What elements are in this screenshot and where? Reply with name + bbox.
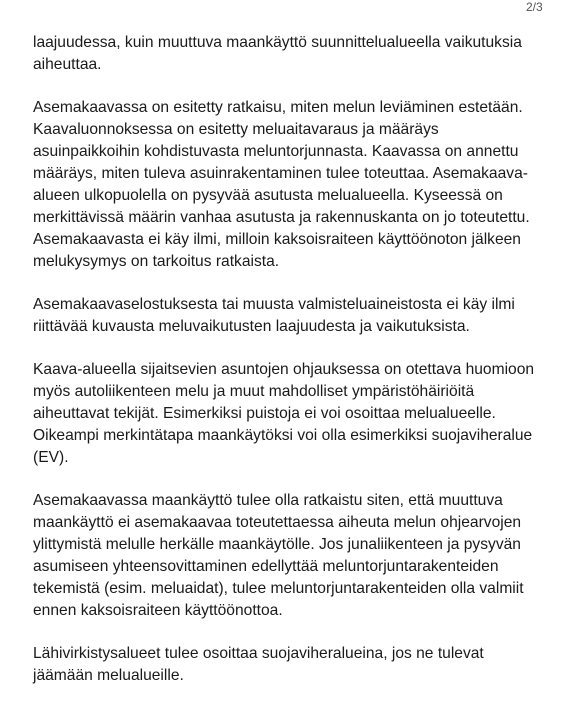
text-line: merkittävissä määrin vanhaa asutusta ja rakennuskanta on jo toteutettu.	[33, 209, 530, 226]
paragraph-scope-continuation	[33, 32, 578, 76]
page-number: 2/3	[526, 0, 543, 14]
text-line: myös autoliikenteen melu ja muut mahdolliset ympäristöhäiriöitä	[33, 383, 475, 400]
text-line: Kaava-alueella sijaitsevien asuntojen ohjauksessa on otettava huomioon	[33, 361, 535, 378]
text-line: Oikeampi merkintätapa maankäytöksi voi olla esimerkiksi suojaviheralue	[33, 427, 533, 444]
text-line: riittävää kuvausta meluvaikutusten laajuudesta ja vaikutuksista.	[33, 318, 470, 335]
text-line: Kaavaluonnoksessa on esitetty meluaitavaraus ja määräys	[33, 121, 439, 138]
text-line: maankäyttö ei asemakaavaa toteutettaessa aiheuta melun ohjearvojen	[33, 514, 522, 531]
document-body	[33, 32, 578, 708]
text-line: ennen kaksoisraiteen käyttöönottoa.	[33, 602, 283, 619]
paragraph-traffic-noise	[33, 359, 578, 469]
text-line: laajuudessa, kuin muuttuva maankäyttö suunnittelualueella vaikutuksia	[33, 34, 522, 51]
text-line: aiheuttaa.	[33, 56, 102, 73]
text-line: määräys, miten tuleva asuinrakentaminen tulee toteuttaa. Asemakaava-	[33, 165, 528, 182]
text-line: Asemakaavasta ei käy ilmi, milloin kaksoisraiteen käyttöönoton jälkeen	[33, 231, 521, 248]
text-line: alueen ulkopuolella on pysyvää asutusta melualueella. Kyseessä on	[33, 187, 503, 204]
text-line: Asemakaavassa on esitetty ratkaisu, miten melun leviäminen estetään.	[33, 99, 523, 116]
text-line: asuinpaikkoihin kohdistuvasta meluntorjunnasta. Kaavassa on annettu	[33, 143, 519, 160]
paragraph-description-insufficient	[33, 294, 578, 338]
paragraph-noise-solution	[33, 97, 578, 273]
text-line: ylittymistä melulle herkälle maankäytölle. Jos junaliikenteen ja pysyvän	[33, 536, 521, 553]
text-line: jäämään melualueille.	[33, 667, 184, 684]
text-line: Asemakaavaselostuksesta tai muusta valmisteluaineistosta ei käy ilmi	[33, 296, 515, 313]
paragraph-recreation-areas	[33, 643, 578, 687]
text-line: aiheuttavat tekijät. Esimerkiksi puistoja ei voi osoittaa melualueelle.	[33, 405, 496, 422]
text-line: tekemistä (esim. meluaidat), tulee meluntorjuntarakenteiden olla valmiit	[33, 580, 524, 597]
text-line: Asemakaavassa maankäyttö tulee olla ratkaistu siten, että muuttuva	[33, 492, 503, 509]
text-line: melukysymys on tarkoitus ratkaista.	[33, 253, 280, 270]
text-line: asumiseen yhteensovittaminen edellyttää meluntorjuntarakenteiden	[33, 558, 499, 575]
paragraph-land-use-resolution	[33, 490, 578, 622]
text-line: Lähivirkistysalueet tulee osoittaa suojaviheralueina, jos ne tulevat	[33, 645, 484, 662]
text-line: (EV).	[33, 449, 69, 466]
